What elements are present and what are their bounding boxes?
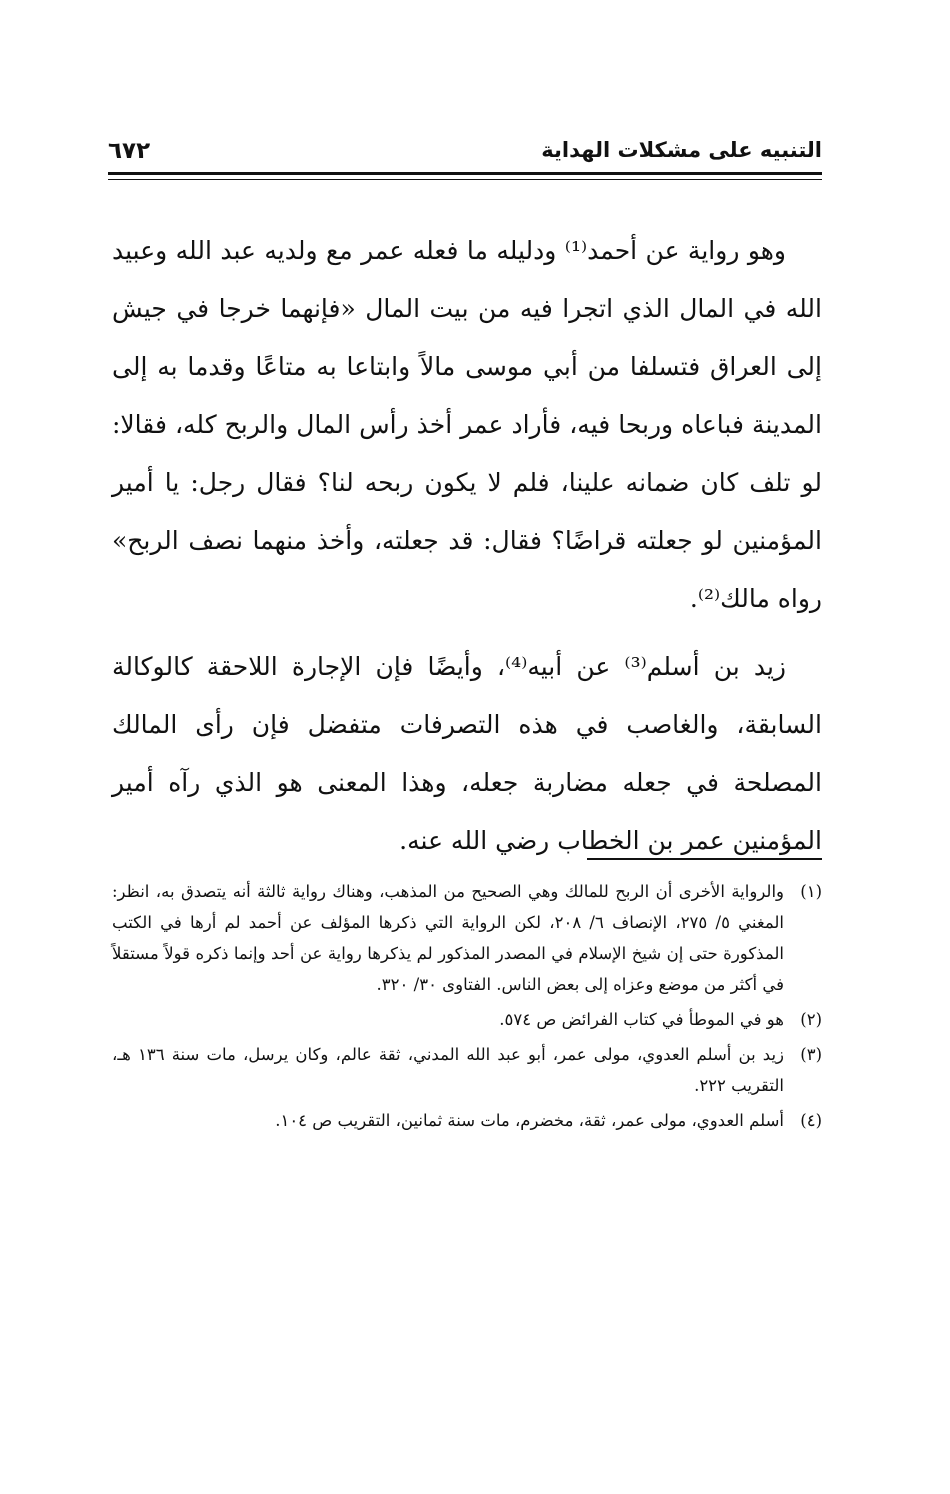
running-title: التنبيه على مشكلات الهداية — [541, 138, 822, 162]
footnote-separator — [587, 858, 822, 860]
footnote-number: (٣) — [800, 1045, 822, 1064]
footnote-text: هو في الموطأ في كتاب الفرائض ص ٥٧٤. — [499, 1010, 784, 1029]
footnote-1 — [112, 876, 822, 1000]
body-paragraph-1: وهو رواية عن أحمد⁽¹⁾ ودليله ما فعله عمر مع ولديه عبد الله وعبيد الله في المال الذي اتجرا فيه من بيت المال «فإنهما خرجا في جيش إلى العراق فتسلفا من أبي موسى مالاً وابتاعا به متاعًا وقدما به إلى المدينة فباعاه وربحا فيه، فأراد عمر أخذ رأس المال والربح كله، فقالا: لو تلف كان ضمانه علينا، فلم لا يكون ربحه لنا؟ فقال رجل: يا أمير المؤمنين لو جعلته قراضًا؟ فقال: قد جعلته، وأخذ منهما نصف الربح» رواه مالك⁽²⁾. — [112, 236, 822, 613]
footnote-number: (٤) — [800, 1111, 822, 1130]
header-rule-thick — [108, 172, 822, 175]
footnote-4 — [112, 1105, 822, 1136]
footnote-text: زيد بن أسلم العدوي، مولى عمر، أبو عبد الله المدني، ثقة عالم، وكان يرسل، مات سنة ١٣٦ هـ، التقريب ٢٢٢. — [112, 1045, 784, 1095]
main-text — [112, 222, 822, 870]
footnote-text: والرواية الأخرى أن الربح للمالك وهي الصحيح من المذهب، وهناك رواية ثالثة أنه يتصدق به، انظر: المغني ٥/ ٢٧٥، الإنصاف ٦/ ٢٠٨، لكن الرواية التي ذكرها المؤلف عن أحمد لم أرها في الكتب المذكورة حتى إن شيخ الإسلام في المصدر المذكور لم يذكرها رواية عن أحد وإنما ذكره قولاً مستقلاً في أكثر من موضع وعزاه إلى بعض الناس. الفتاوى ٣٠/ ٣٢٠. — [112, 882, 785, 994]
footnote-number: (٢) — [800, 1010, 822, 1029]
footnote-number: (١) — [800, 882, 822, 901]
footnote-2 — [112, 1004, 822, 1035]
footnote-3 — [112, 1039, 822, 1101]
body-paragraph-2: زيد بن أسلم⁽³⁾ عن أبيه⁽⁴⁾، وأيضًا فإن الإجارة اللاحقة كالوكالة السابقة، والغاصب في هذه التصرفات متفضل فإن رأى المالك المصلحة في جعله مضاربة جعله، وهذا المعنى هو الذي رآه أمير المؤمنين عمر بن الخطاب رضي الله عنه. — [112, 652, 822, 855]
footnotes — [112, 876, 822, 1140]
page-number: ٦٧٢ — [108, 138, 151, 164]
header-rule-thin — [108, 179, 822, 180]
footnote-text: أسلم العدوي، مولى عمر، ثقة، مخضرم، مات سنة ثمانين، التقريب ص ١٠٤. — [275, 1111, 784, 1130]
